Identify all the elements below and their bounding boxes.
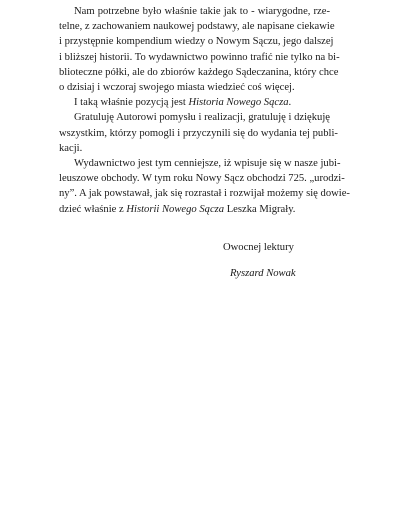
book-title: Historii Nowego Sącza xyxy=(126,203,225,215)
closing-greeting: Owocnej lektury xyxy=(223,242,294,253)
text-run: I taką właśnie pozycją jest xyxy=(74,97,189,109)
text-line: ny”. A jak powstawał, jak się rozrastał i rozwijał możemy się dowie- xyxy=(59,188,350,200)
text-line: telne, z zachowaniem naukowej podstawy, ale napisane ciekawie xyxy=(59,21,335,33)
paragraph-3 xyxy=(59,110,338,156)
text-run: Leszka Migrały. xyxy=(224,203,296,215)
text-line: i bliższej historii. To wydawnictwo powinno trafić nie tylko na bi- xyxy=(59,51,340,63)
text-line: blioteczne półki, ale do zbiorów każdego Sądeczanina, który chce xyxy=(59,66,339,78)
text-line xyxy=(59,202,330,217)
text-line: o dzisiaj i wczoraj swojego miasta wiedzieć coś więcej. xyxy=(59,82,295,94)
book-title: Historia Nowego Sącza xyxy=(188,97,289,109)
text-line: Nam potrzebne było właśnie takie jak to - wiarygodne, rze- xyxy=(74,6,330,17)
text-line: Gratuluję Autorowi pomysłu i realizacji, gratuluję i dziękuję xyxy=(74,112,330,124)
text-line: kacji. xyxy=(59,142,83,154)
text-line: i przystępnie kompendium wiedzy o Nowym Sączu, jego dalszej xyxy=(59,36,334,48)
text-line: wszystkim, którzy pomogli i przyczynili się do wydania tej publi- xyxy=(59,127,338,139)
body-text xyxy=(59,4,350,217)
text-run: . xyxy=(288,97,292,109)
text-line: Wydawnictwo jest tym cenniejsze, iż wpisuje się w nasze jubi- xyxy=(74,158,341,170)
paragraph-4 xyxy=(59,156,350,217)
text-run: dzieć właśnie z xyxy=(59,203,127,215)
text-line: leuszowe obchody. W tym roku Nowy Sącz obchodzi 725. „urodzi- xyxy=(59,173,345,185)
signature-name: Ryszard Nowak xyxy=(230,268,296,279)
paragraph-1 xyxy=(59,4,340,95)
paragraph-2 xyxy=(59,95,330,110)
